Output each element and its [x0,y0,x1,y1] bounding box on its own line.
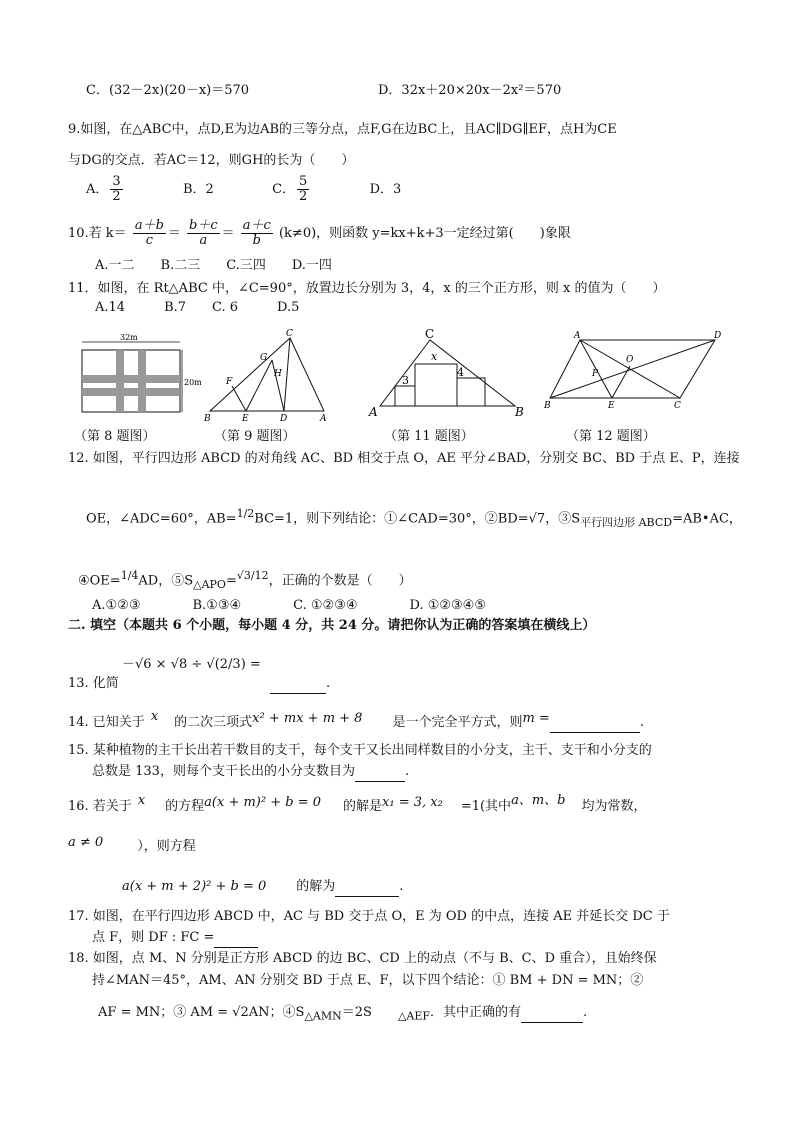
fig8-height-label: 20m [184,378,202,387]
q12-stem-line1: 12. 如图，平行四边形 ABCD 的对角线 AC、BD 相交于点 O，AE 平分∠BAD，分别交 BC、BD 于点 E、P，连接 [68,451,740,466]
q14-stem: 14. 已知关于 x 的二次三项式x² + mx + m + 8 是一个完全平方式，则m = . [68,714,644,733]
q9-option-c: C． $\frac{5}{2}$ [272,174,308,204]
q16-line3: a(x + m + 2)² + b = 0 的解为 . [122,878,403,897]
svg-text:C: C [674,401,681,411]
section2-heading: 二. 填空（本题共 6 个小题，每小题 4 分，共 24 分。请把你认为正确的答案填在横线上） [68,618,596,633]
svg-text:G: G [260,353,268,363]
svg-text:F: F [226,377,233,387]
q16-line2: a ≠ 0 ），则方程 [68,835,196,854]
q8-option-d: D．32x＋20×20x－2x²＝570 [378,83,562,98]
svg-text:4: 4 [457,366,464,379]
q13-answer-blank: . [270,675,330,694]
q18-line2: 持∠MAN＝45°，AM、AN 分别交 BD 于点 E、F，以下四个结论：① BM + DN = MN；② [92,973,644,988]
q18-line3: AF = MN；③ AM = √2AN；$④S_{\triangle AMN}=2S$ $_{\triangle AEF}$．其中正确的有 . [98,1005,588,1023]
fig12-caption: （第 12 题图） [566,429,656,444]
svg-text:3: 3 [402,374,409,387]
q12-stem-line3: ④OE=$^{1/4}$AD，$⑤S_{\triangle APO}=^{√3/12}$，正确的个数是（ ） [78,569,412,591]
fig9-caption: （第 9 题图） [214,429,296,444]
q10-options: A.一二 B.二三 C.三四 D.一四 [95,258,332,273]
q8-option-c: C．(32－2x)(20－x)＝570 [86,83,250,98]
q18-line1: 18. 如图，点 M、N 分别是正方形 ABCD 的边 BC、CD 上的动点（不与 B、C、D 重合），且始终保 [68,951,657,966]
q13-expression: －√6 × √8 ÷ √(2/3) = [122,657,261,672]
svg-text:P: P [592,369,599,379]
fig8-width-label: 32m [120,333,138,342]
q17-line1: 17. 如图，在平行四边形 ABCD 中，AC 与 BD 交于点 O，E 为 OD 的中点，连接 AE 并延长交 DC 于 [68,909,670,924]
q10-stem: 10.若 k＝ $\frac{a+b}{c}$ ＝ $\frac{b+c}{a}$ ＝ $\frac{a+c}{b}$ (k≠0)，则函数 y=kx+k+3一定经过第( )象限 [68,218,571,248]
svg-text:D: D [714,331,722,341]
svg-text:E: E [242,414,249,424]
svg-text:O: O [626,355,634,365]
q12-options: A.①②③ B.①③④ C. ①②③④ D. ①②③④⑤ [92,598,486,613]
svg-text:C: C [286,329,293,339]
q17-line2: 点 F，则 DF : FC = [92,929,258,948]
q15-line1: 15. 某种植物的主干长出若干数目的支干，每个支干又长出同样数目的小分支，主干、支干和小分支的 [68,743,652,758]
svg-text:x: x [431,350,438,363]
q9-option-b: B．2 [182,182,214,197]
svg-text:D: D [280,414,288,424]
fig8-caption: （第 8 题图） [74,429,156,444]
figure-11 [365,326,530,426]
q9-stem-line1: 9.如图，在△ABC中，点D,E为边AB的三等分点，点F,G在边BC上，且AC∥DG∥EF，点H为CE [68,122,617,137]
fig11-caption: （第 11 题图） [384,429,474,444]
svg-text:A: A [369,405,378,419]
svg-text:E: E [608,401,615,411]
q15-line2: 总数是 133，则每个支干长出的小分支数目为 . [92,763,409,782]
figure-9 [200,326,340,426]
q16-line1: 16. 若关于 x 的方程a(x + m)² + b = 0 的解是x₁ = 3, x₂ =1(其中a、m、b 均为常数， [68,793,647,814]
q13-label: 13. 化简 [68,676,119,691]
q9-option-d: D．3 [369,182,402,197]
svg-text:A: A [574,331,581,341]
svg-text:H: H [274,369,282,379]
figure-12 [540,326,730,416]
q9-stem-line2: 与DG的交点．若AC＝12，则GH的长为（ ） [68,153,355,168]
svg-text:B: B [204,414,211,424]
svg-text:C: C [425,327,435,341]
q9-option-a: A． $\frac{3}{2}$ [86,174,121,204]
q12-stem-line2: OE，∠ADC=60°，AB=$^{1/2}$BC=1，则下列结论：①∠CAD=30°，②BD=√7，$③S_{平行四边形 ABCD}=AB•AC$， [86,507,742,529]
svg-text:B: B [515,405,524,419]
figure-8 [70,330,210,422]
svg-text:A: A [320,414,327,424]
q11-stem: 11．如图，在 Rt△ABC 中，∠C=90°，放置边长分别为 3，4，x 的三个正方形，则 x 的值为（ ） [68,281,666,296]
svg-text:B: B [544,401,551,411]
q11-options: A.14 B.7 C. 6 D.5 [95,300,300,315]
q9-options [86,174,401,206]
